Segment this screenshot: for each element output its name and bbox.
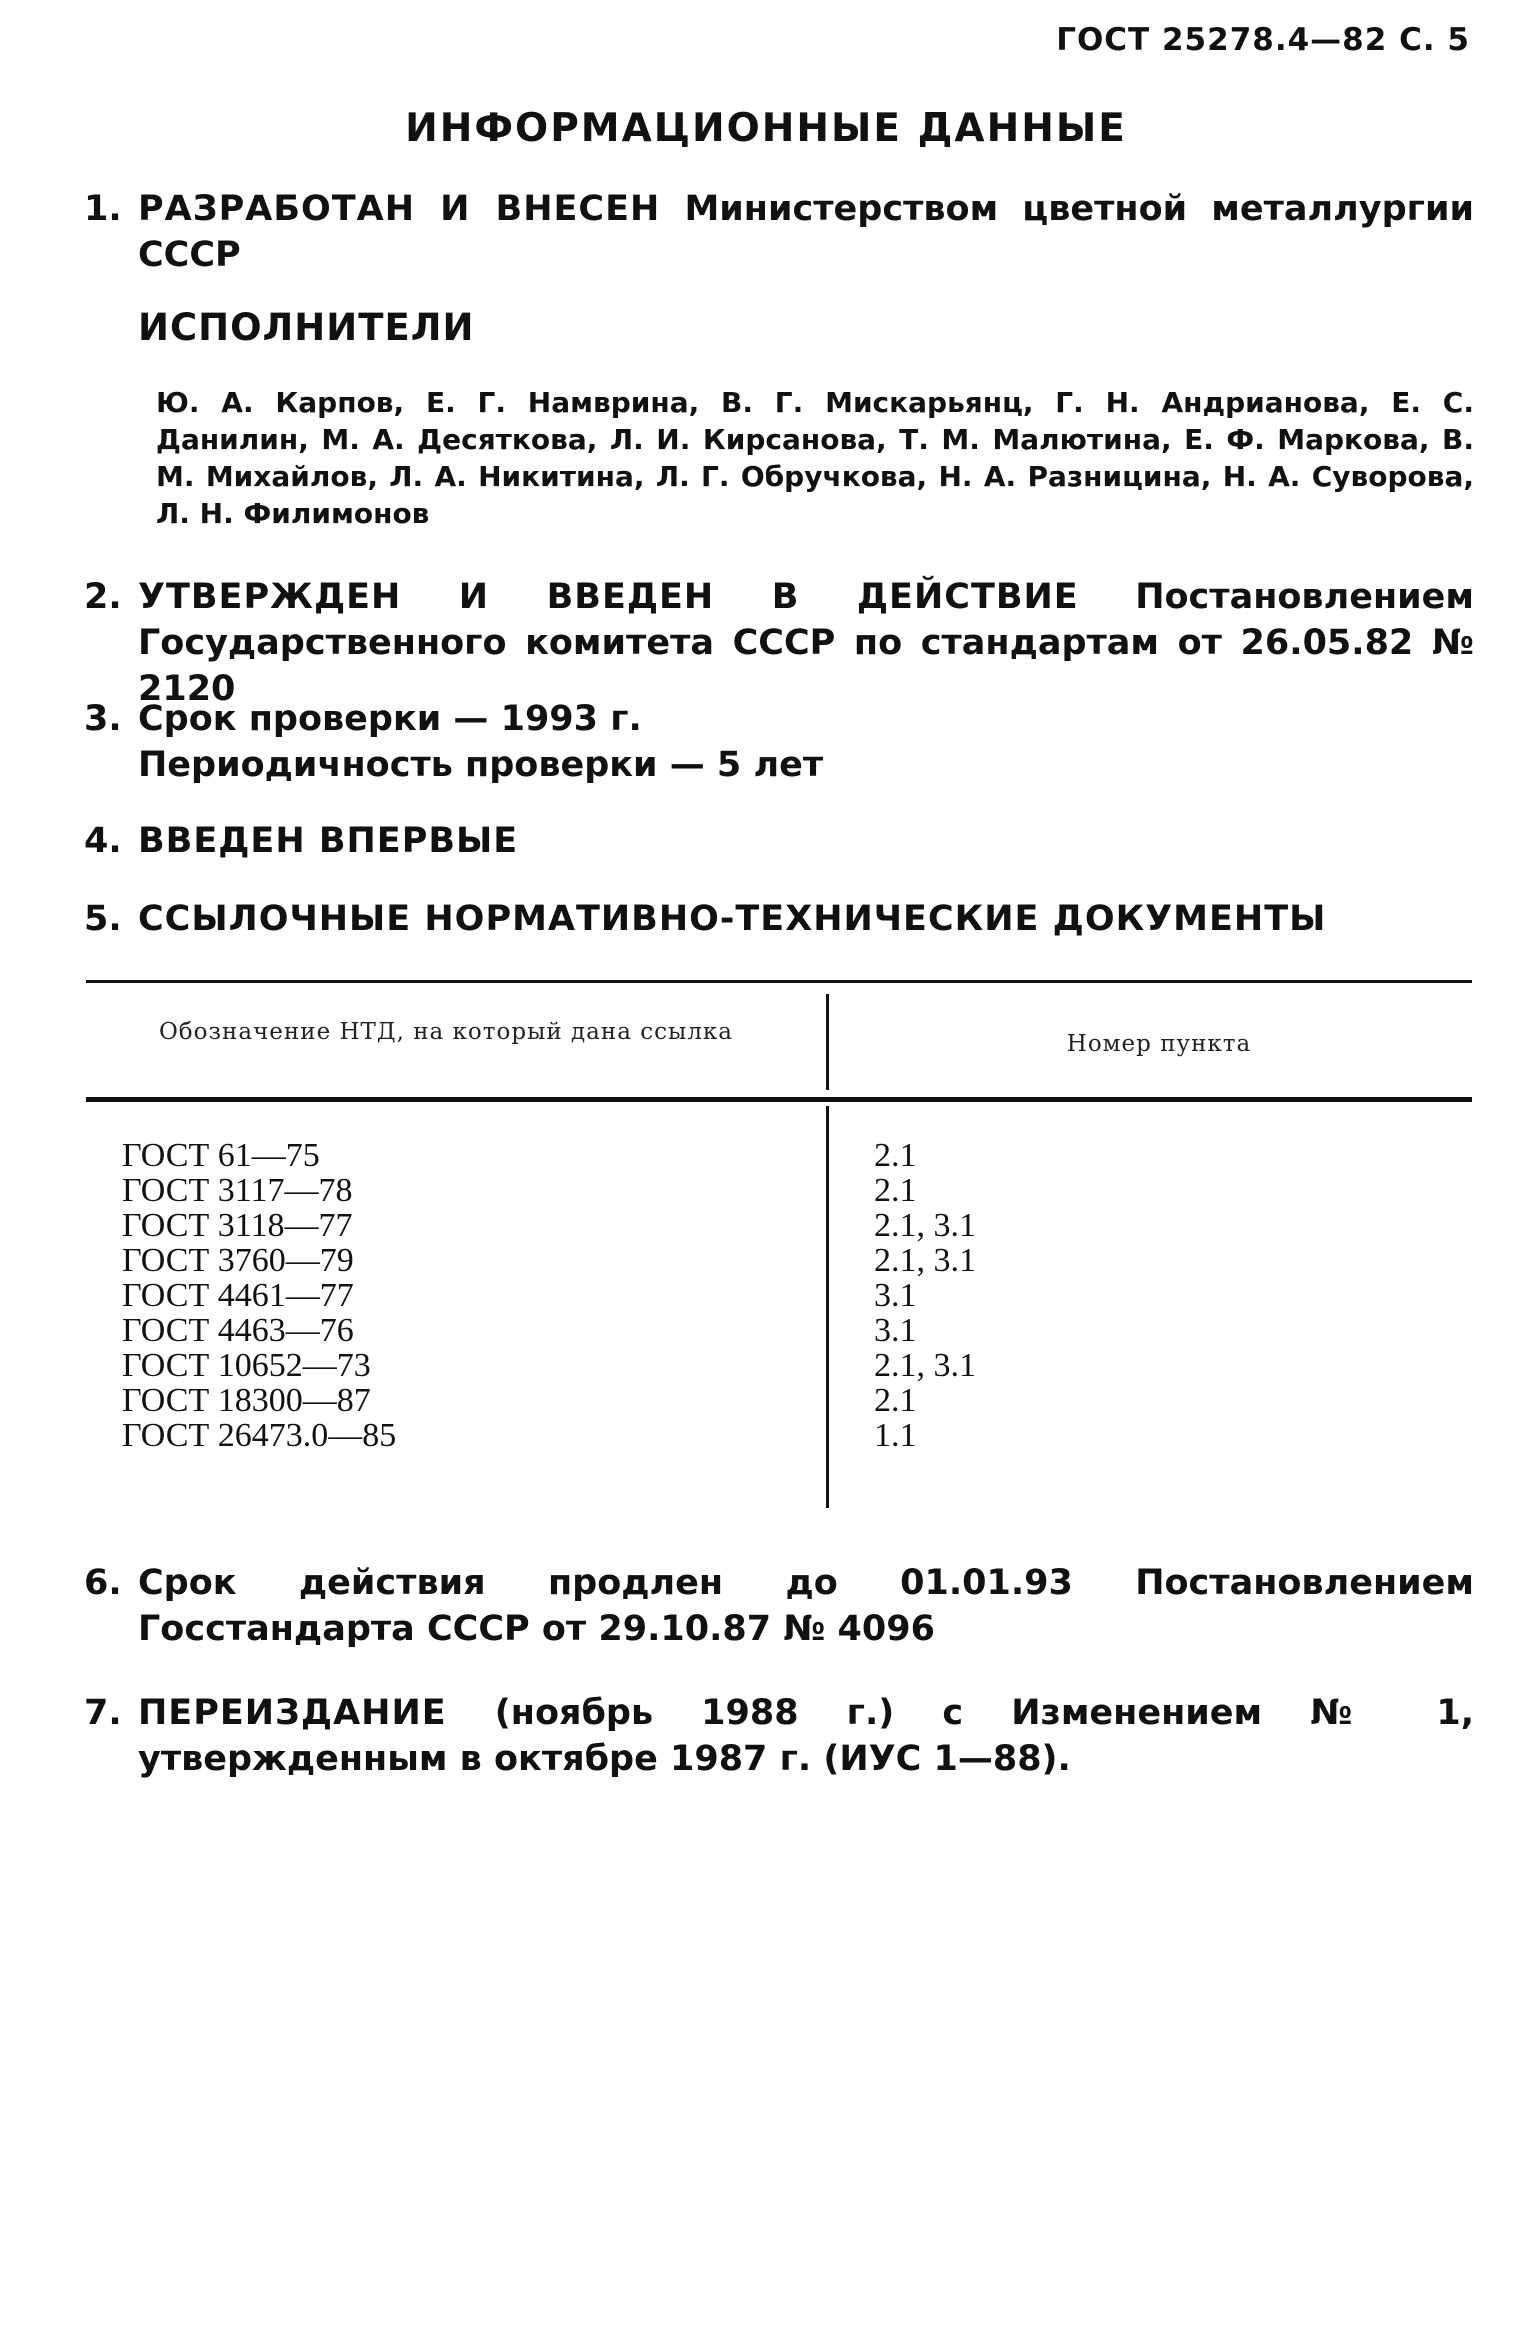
reference-document: ГОСТ 3760—79 — [122, 1242, 354, 1279]
performers-heading: ИСПОЛНИТЕЛИ — [138, 306, 475, 349]
table-top-rule — [86, 980, 1472, 983]
reference-document: ГОСТ 18300—87 — [122, 1382, 371, 1419]
table-row — [122, 1383, 1462, 1418]
section-number: 7. — [84, 1693, 122, 1733]
section-4 — [84, 818, 1474, 864]
table-row — [122, 1138, 1462, 1173]
section-text: ССЫЛОЧНЫЕ НОРМАТИВНО-ТЕХНИЧЕСКИЕ ДОКУМЕНТЫ — [138, 899, 1327, 939]
section-7 — [84, 1690, 1474, 1782]
section-text: ВВЕДЕН ВПЕРВЫЕ — [138, 821, 519, 861]
reference-document: ГОСТ 4463—76 — [122, 1312, 354, 1349]
running-header: ГОСТ 25278.4—82 С. 5 — [1056, 22, 1470, 58]
section-text: Министерством цветной металлургии СССР — [138, 189, 1474, 275]
document-title: ИНФОРМАЦИОННЫЕ ДАННЫЕ — [405, 106, 1127, 151]
section-lead: УТВЕРЖДЕН И ВВЕДЕН В ДЕЙСТВИЕ — [138, 577, 1079, 617]
reference-document: ГОСТ 3118—77 — [122, 1207, 353, 1244]
clause-number: 3.1 — [874, 1277, 917, 1314]
clause-number: 2.1 — [874, 1382, 917, 1419]
table-row — [122, 1208, 1462, 1243]
section-number: 5. — [84, 899, 122, 939]
table-row — [122, 1243, 1462, 1278]
table-row — [122, 1348, 1462, 1383]
section-2 — [84, 574, 1474, 712]
reference-document: ГОСТ 10652—73 — [122, 1347, 371, 1384]
performers-list: Ю. А. Карпов, Е. Г. Намврина, В. Г. Мискарьянц, Г. Н. Андрианова, Е. С. Данилин, М. А. Десяткова, Л. И. Кирсанова, Т. М. Малютина, Е. Ф. Маркова, В. М. Михайлов, Л. А. Никитина, Л. Г. Обручкова, Н. А. Разницина, Н. А. Суворова, Л. Н. Филимонов — [156, 386, 1474, 530]
column-header-clause: Номер пункта — [1066, 1031, 1252, 1057]
table-row — [122, 1418, 1462, 1453]
section-number: 6. — [84, 1563, 122, 1603]
column-divider — [826, 994, 829, 1090]
clause-number: 2.1 — [874, 1137, 917, 1174]
section-text: Срок действия продлен до 01.01.93 Постановлением Госстандарта СССР от 29.10.87 № 4096 — [138, 1563, 1474, 1649]
clause-number: 3.1 — [874, 1312, 917, 1349]
section-3 — [84, 696, 1474, 788]
clause-number: 2.1, 3.1 — [874, 1207, 976, 1244]
column-header-document: Обозначение НТД, на который дана ссылка — [158, 1019, 734, 1045]
review-period: Периодичность проверки — 5 лет — [138, 745, 824, 785]
reference-document: ГОСТ 61—75 — [122, 1137, 320, 1174]
section-lead: ПЕРЕИЗДАНИЕ — [138, 1693, 447, 1733]
review-term: Срок проверки — 1993 г. — [138, 699, 642, 739]
table-row — [122, 1278, 1462, 1313]
section-text: Постановлением Государственного комитета СССР по стандартам от 26.05.82 № 2120 — [138, 577, 1474, 709]
clause-number: 2.1 — [874, 1172, 917, 1209]
section-number: 3. — [84, 699, 122, 739]
table-row — [122, 1173, 1462, 1208]
table-body — [122, 1138, 1462, 1453]
section-text: (ноябрь 1988 г.) с Изменением № 1, утвержденным в октябре 1987 г. (ИУС 1—88). — [138, 1693, 1474, 1779]
section-number: 2. — [84, 577, 122, 617]
clause-number: 2.1, 3.1 — [874, 1242, 976, 1279]
reference-document: ГОСТ 26473.0—85 — [122, 1417, 397, 1454]
table-header-rule — [86, 1097, 1472, 1102]
reference-document: ГОСТ 4461—77 — [122, 1277, 354, 1314]
section-lead: РАЗРАБОТАН И ВНЕСЕН — [138, 189, 661, 229]
section-number: 4. — [84, 821, 122, 861]
table-row — [122, 1313, 1462, 1348]
section-6 — [84, 1560, 1474, 1652]
clause-number: 2.1, 3.1 — [874, 1347, 976, 1384]
section-number: 1. — [84, 189, 122, 229]
references-table — [86, 980, 1472, 1528]
reference-document: ГОСТ 3117—78 — [122, 1172, 353, 1209]
section-5 — [84, 896, 1474, 942]
clause-number: 1.1 — [874, 1417, 917, 1454]
section-1 — [84, 186, 1474, 278]
